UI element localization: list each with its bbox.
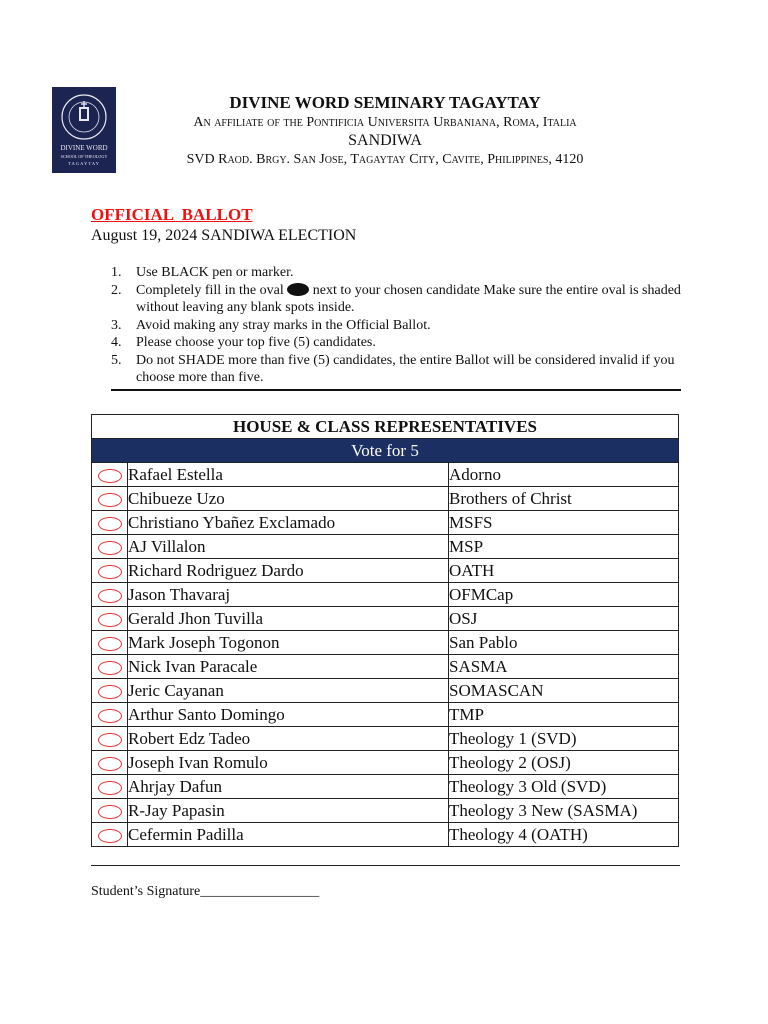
- candidate-name: Cefermin Padilla: [128, 823, 449, 847]
- vote-oval[interactable]: [98, 517, 122, 531]
- candidate-group: MSFS: [449, 511, 679, 535]
- candidate-name: R-Jay Papasin: [128, 799, 449, 823]
- candidate-group: SASMA: [449, 655, 679, 679]
- candidate-group: Theology 1 (SVD): [449, 727, 679, 751]
- candidate-group: Theology 3 Old (SVD): [449, 775, 679, 799]
- oval-cell[interactable]: [92, 703, 128, 727]
- candidate-name: Ahrjay Dafun: [128, 775, 449, 799]
- candidate-row: [92, 511, 679, 535]
- logo-caption-3: TAGAYTAY: [68, 161, 100, 166]
- vote-oval[interactable]: [98, 493, 122, 507]
- oval-cell[interactable]: [92, 583, 128, 607]
- oval-cell[interactable]: [92, 559, 128, 583]
- candidate-row: [92, 799, 679, 823]
- oval-cell[interactable]: [92, 727, 128, 751]
- candidate-row: [92, 655, 679, 679]
- ballot-title: OFFICIAL BALLOT: [91, 205, 253, 224]
- candidate-group: Theology 3 New (SASMA): [449, 799, 679, 823]
- vote-oval[interactable]: [98, 613, 122, 627]
- instructions-list: [111, 264, 681, 387]
- seminary-title: DIVINE WORD SEMINARY TAGAYTAY: [229, 93, 541, 112]
- candidate-group: SOMASCAN: [449, 679, 679, 703]
- vote-oval[interactable]: [98, 733, 122, 747]
- filled-oval-icon: [287, 283, 309, 296]
- oval-cell[interactable]: [92, 487, 128, 511]
- vote-oval[interactable]: [98, 469, 122, 483]
- instruction-item: 4. Please choose your top five (5) candidates.: [111, 335, 376, 350]
- candidate-group: OFMCap: [449, 583, 679, 607]
- instruction-item: 3. Avoid making any stray marks in the Official Ballot.: [111, 317, 431, 333]
- affiliation-line: An affiliate of the Pontificia Universita Urbaniana, Roma, Italia: [193, 115, 577, 130]
- oval-cell[interactable]: [92, 463, 128, 487]
- vote-oval[interactable]: [98, 805, 122, 819]
- divider: [111, 389, 681, 391]
- candidate-group: Theology 4 (OATH): [449, 823, 679, 847]
- candidate-name: Joseph Ivan Romulo: [128, 751, 449, 775]
- oval-cell[interactable]: [92, 679, 128, 703]
- oval-cell[interactable]: [92, 655, 128, 679]
- logo-caption: DIVINE WORD: [60, 144, 108, 152]
- candidate-row: [92, 679, 679, 703]
- signature-divider: [91, 865, 680, 866]
- candidate-row: [92, 631, 679, 655]
- vote-instruction: Vote for 5: [92, 439, 679, 463]
- oval-cell[interactable]: [92, 631, 128, 655]
- candidate-row: [92, 775, 679, 799]
- candidate-group: MSP: [449, 535, 679, 559]
- instruction-item: 5. Do not SHADE more than five (5) candidates, the entire Ballot will be considered invalid if you choose more than five.: [111, 352, 675, 385]
- oval-cell[interactable]: [92, 799, 128, 823]
- candidate-group: Brothers of Christ: [449, 487, 679, 511]
- oval-cell[interactable]: [92, 511, 128, 535]
- instruction-item: 2. Completely fill in the oval next to your chosen candidate Make sure the entire oval is shaded without leaving any blank spots inside.: [111, 282, 681, 315]
- candidate-row: [92, 487, 679, 511]
- candidate-name: Richard Rodriguez Dardo: [128, 559, 449, 583]
- candidate-name: Jeric Cayanan: [128, 679, 449, 703]
- candidate-name: Christiano Ybañez Exclamado: [128, 511, 449, 535]
- vote-oval[interactable]: [98, 661, 122, 675]
- candidate-group: OATH: [449, 559, 679, 583]
- candidate-row: [92, 703, 679, 727]
- vote-oval[interactable]: [98, 781, 122, 795]
- vote-oval[interactable]: [98, 709, 122, 723]
- instruction-item: 1. Use BLACK pen or marker.: [111, 265, 294, 280]
- candidate-row: [92, 535, 679, 559]
- candidate-row: [92, 583, 679, 607]
- candidate-group: Adorno: [449, 463, 679, 487]
- candidate-row: [92, 727, 679, 751]
- vote-oval[interactable]: [98, 541, 122, 555]
- candidate-name: AJ Villalon: [128, 535, 449, 559]
- vote-oval[interactable]: [98, 637, 122, 651]
- candidate-name: Chibueze Uzo: [128, 487, 449, 511]
- candidate-table: [91, 414, 679, 847]
- vote-oval[interactable]: [98, 589, 122, 603]
- oval-cell[interactable]: [92, 751, 128, 775]
- oval-cell[interactable]: [92, 823, 128, 847]
- candidate-name: Nick Ivan Paracale: [128, 655, 449, 679]
- candidate-row: [92, 751, 679, 775]
- candidate-row: [92, 607, 679, 631]
- org-name: SANDIWA: [348, 132, 422, 149]
- candidate-name: Jason Thavaraj: [128, 583, 449, 607]
- candidate-row: [92, 823, 679, 847]
- vote-oval[interactable]: [98, 829, 122, 843]
- candidate-name: Gerald Jhon Tuvilla: [128, 607, 449, 631]
- school-logo: [52, 87, 116, 173]
- table-heading: HOUSE & CLASS REPRESENTATIVES: [92, 415, 679, 439]
- candidate-name: Mark Joseph Togonon: [128, 631, 449, 655]
- candidate-group: TMP: [449, 703, 679, 727]
- ballot-date: August 19, 2024 SANDIWA ELECTION: [91, 227, 357, 244]
- logo-caption-2: SCHOOL OF THEOLOGY: [60, 154, 108, 159]
- candidate-row: [92, 463, 679, 487]
- vote-oval[interactable]: [98, 685, 122, 699]
- candidate-group: San Pablo: [449, 631, 679, 655]
- candidate-group: OSJ: [449, 607, 679, 631]
- candidate-row: [92, 559, 679, 583]
- oval-cell[interactable]: [92, 607, 128, 631]
- vote-oval[interactable]: [98, 757, 122, 771]
- candidate-name: Rafael Estella: [128, 463, 449, 487]
- candidate-name: Robert Edz Tadeo: [128, 727, 449, 751]
- candidate-name: Arthur Santo Domingo: [128, 703, 449, 727]
- vote-oval[interactable]: [98, 565, 122, 579]
- candidate-group: Theology 2 (OSJ): [449, 751, 679, 775]
- oval-cell[interactable]: [92, 535, 128, 559]
- address-line: SVD Raod. Brgy. San Jose, Tagaytay City, Cavite, Philippines, 4120: [186, 152, 584, 167]
- oval-cell[interactable]: [92, 775, 128, 799]
- signature-line[interactable]: Student’s Signature_________________: [91, 884, 320, 899]
